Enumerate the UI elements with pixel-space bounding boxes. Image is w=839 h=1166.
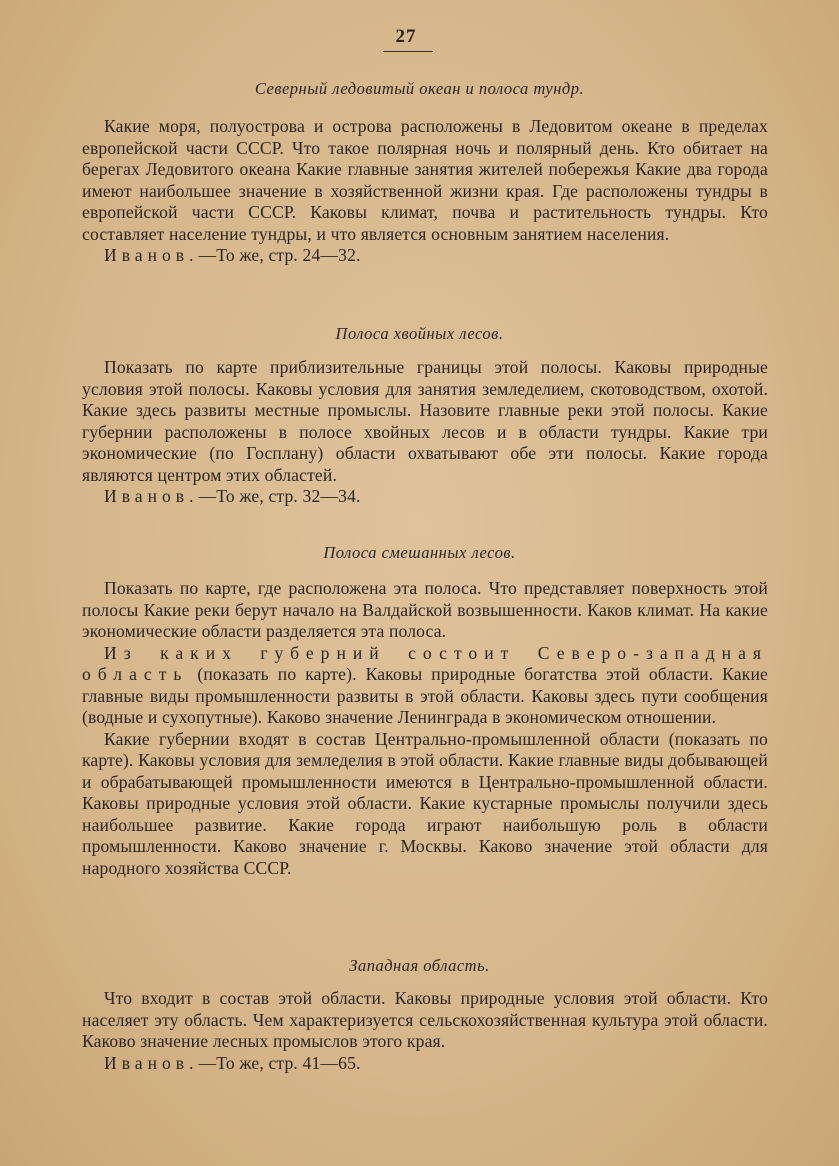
- section-heading-western: Западная область.: [349, 956, 490, 975]
- paragraph-rest: (показать по карте). Каковы природные богатства этой области. Какие главные виды промышленности развиты в этой области. Каковы здесь пути сообщения (водные и сухопутные). Каково значение Ленинграда в экономическом отношении.: [82, 664, 768, 727]
- page-number: 27: [395, 26, 417, 47]
- section-heading-arctic: Северный ледовитый океан и полоса тундр.: [254, 79, 585, 98]
- page-number-rule: [383, 51, 433, 52]
- paragraph: Что входит в состав этой области. Каковы природные условия этой области. Кто населяет эту область. Чем характеризуется сельскохозяйственная культура этой области. Каково значение лесных промыслов этого края.: [82, 988, 768, 1051]
- paragraph-northwest: [82, 643, 768, 729]
- section-heading-mixed: Полоса смешанных лесов.: [323, 543, 516, 562]
- reference-pages: —То же, стр. 41—65.: [198, 1052, 361, 1073]
- paragraph: Показать по карте приблизительные границы этой полосы. Каковы природные условия этой полосы. Каковы условия для занятия земледелием, скотоводством, охотой. Какие здесь развиты местные промыслы. Назовите главные реки этой полосы. Какие губернии расположены в полосе хвойных лесов и в области тундры. Какие три экономические (по Госплану) области охватывают обе эти полосы. Какие города являются центром этих областей.: [82, 357, 768, 485]
- reference-line: [82, 1053, 768, 1075]
- reference-line: [82, 486, 768, 508]
- reference-author: Иванов.: [104, 486, 199, 506]
- reference-pages: —То же, стр. 24—32.: [198, 245, 361, 265]
- section-body-western: [82, 988, 768, 1074]
- section-body-coniferous: [82, 357, 768, 508]
- reference-author: Иванов.: [104, 245, 199, 265]
- reference-author: Иванов.: [104, 1052, 199, 1073]
- section-body-arctic: [82, 116, 768, 267]
- reference-line: [82, 245, 768, 267]
- paragraph: Какие моря, полуострова и острова расположены в Ледовитом океане в пределах европейской части СССР. Что такое полярная ночь и полярный день. Кто обитает на берегах Ледовитого океана Какие главные занятия жителей побережья Какие два города имеют наибольшее значение в хозяйственной жизни края. Где расположены тундры в европейской части СССР. Каковы климат, почва и растительность тундры. Кто составляет население тундры, и что является основным занятием населения.: [82, 116, 768, 244]
- section-heading-coniferous: Полоса хвойных лесов.: [335, 324, 504, 343]
- section-body-mixed: [82, 578, 768, 879]
- spaced-lead: Из каких губерний состоит Северо-западная область: [82, 642, 768, 684]
- paragraph: Какие губернии входят в состав Центрально-промышленной области (показать по карте). Каковы условия для земледелия в этой области. Какие главные виды добывающей и обрабатывающей промышленности имеются в Центрально-промышленной области. Каковы природные условия этой области. Какие кустарные промыслы получили здесь наибольшее развитие. Какие города играют наибольшую роль в области промышленности. Каково значение г. Москвы. Каково значение этой области для народного хозяйства СССР.: [82, 728, 768, 878]
- reference-pages: —То же, стр. 32—34.: [198, 486, 361, 506]
- paragraph: Показать по карте, где расположена эта полоса. Что представляет поверхность этой полосы Какие реки берут начало на Валдайской возвышенности. Каков климат. На какие экономические области разделяется эта полоса.: [82, 578, 768, 641]
